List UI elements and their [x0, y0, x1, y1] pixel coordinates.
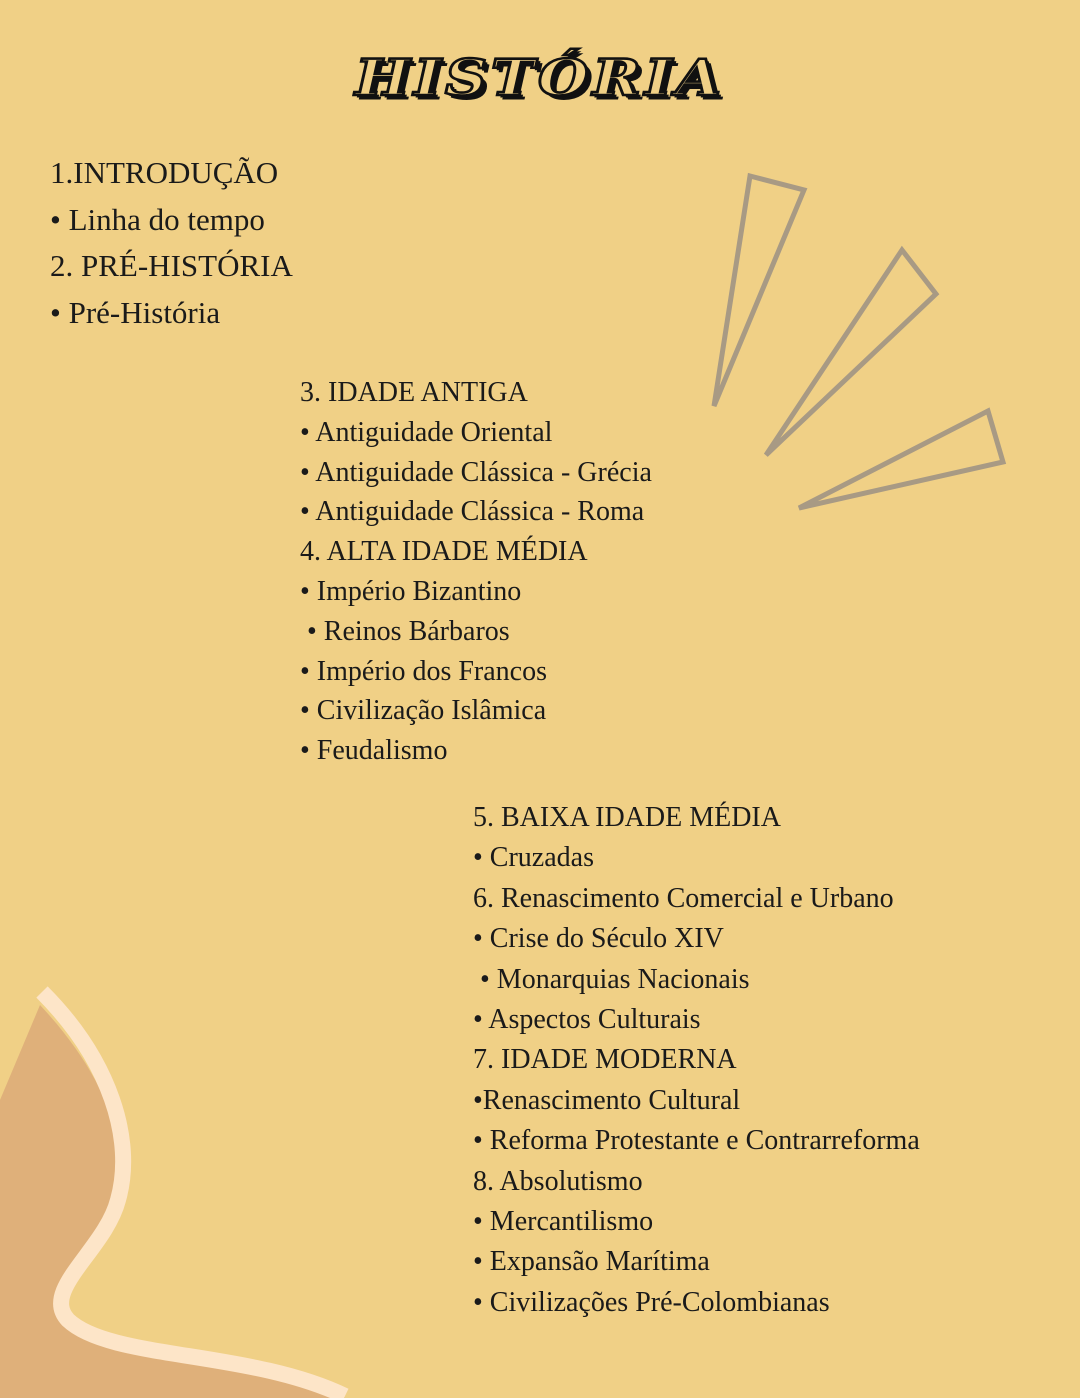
list-item: • Civilizações Pré-Colombianas [473, 1286, 830, 1318]
list-item: • Império dos Francos [300, 655, 547, 687]
list-item: 6. Renascimento Comercial e Urbano [473, 882, 894, 914]
list-item: • Monarquias Nacionais [473, 963, 750, 995]
list-item: 8. Absolutismo [473, 1165, 643, 1197]
brown-wave-shape [0, 1005, 345, 1398]
list-item: 2. PRÉ-HISTÓRIA [50, 248, 293, 283]
list-item: • Antiguidade Clássica - Grécia [300, 456, 652, 488]
list-item: 1.INTRODUÇÃO [50, 155, 279, 190]
list-item: • Crise do Século XIV [473, 923, 724, 955]
list-item: • Civilização Islâmica [300, 695, 547, 727]
list-item: 4. ALTA IDADE MÉDIA [300, 536, 588, 568]
triangle-ray-3 [799, 411, 1003, 508]
list-item: • Antiguidade Clássica - Roma [300, 496, 645, 528]
list-item: • Pré-História [50, 294, 221, 330]
list-item: • Linha do tempo [50, 201, 265, 237]
section-list-2 [300, 373, 652, 771]
list-item: • Império Bizantino [300, 575, 522, 607]
page-title: HISTÓRIA [355, 49, 725, 107]
section-list-1 [50, 150, 293, 336]
triangle-ray-2 [766, 250, 936, 455]
triangle-ray-1 [714, 176, 804, 406]
list-item: • Reinos Bárbaros [300, 615, 510, 647]
list-item: • Cruzadas [473, 842, 594, 874]
list-item: • Reforma Protestante e Contrarreforma [473, 1125, 920, 1157]
list-item: • Expansão Marítima [473, 1246, 710, 1278]
list-item: 7. IDADE MODERNA [473, 1044, 737, 1076]
list-item: • Aspectos Culturais [473, 1004, 701, 1036]
list-item: 5. BAIXA IDADE MÉDIA [473, 802, 781, 833]
list-item: •Renascimento Cultural [473, 1084, 741, 1116]
list-item: • Mercantilismo [473, 1206, 654, 1238]
list-item: • Feudalismo [300, 735, 448, 767]
section-list-3 [473, 798, 920, 1323]
list-item: • Antiguidade Oriental [300, 416, 553, 448]
list-item: 3. IDADE ANTIGA [300, 377, 528, 408]
